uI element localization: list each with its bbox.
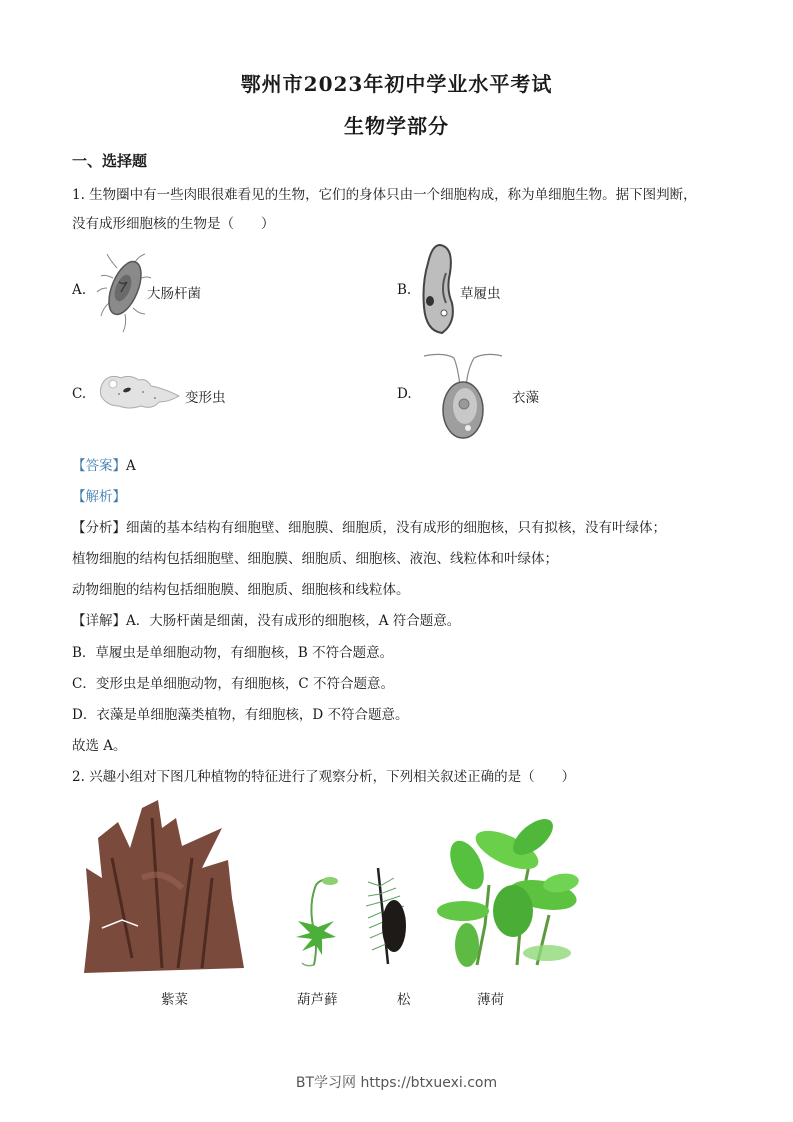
document-subtitle: 生物学部分 [344, 114, 449, 138]
laver-seaweed-image [82, 798, 247, 976]
document-title: 鄂州市2023年初中学业水平考试 [240, 72, 553, 96]
plant-caption-mint: 薄荷 [477, 992, 504, 1008]
moss-image [292, 875, 342, 970]
option-c-letter: C. [72, 386, 87, 402]
plant-caption-pine: 松 [397, 992, 411, 1008]
analysis-line: 植物细胞的结构包括细胞壁、细胞膜、细胞质、细胞核、液泡、线粒体和叶绿体； [72, 551, 558, 567]
option-b-name: 草履虫 [460, 286, 501, 302]
chlamydomonas-image [420, 348, 506, 440]
option-a-letter: A. [72, 282, 87, 298]
analysis-line: C．变形虫是单细胞动物，有细胞核，C 不符合题意。 [72, 676, 394, 692]
option-b-letter: B. [397, 282, 412, 298]
analysis-line: 【分析】细菌的基本结构有细胞壁、细胞膜、细胞质，没有成形的细胞核，只有拟核，没有叶绿体； [72, 520, 666, 536]
answer-tag: 【答案】 [72, 458, 126, 474]
question1-stem-line2: 没有成形细胞核的生物是（ ） [72, 216, 275, 232]
question1-stem-line1: 1. 生物圈中有一些肉眼很难看见的生物，它们的身体只由一个细胞构成，称为单细胞生物。据下图判断， [72, 187, 697, 203]
amoeba-image [97, 372, 183, 412]
analysis-line: B．草履虫是单细胞动物，有细胞核，B 不符合题意。 [72, 645, 394, 661]
e-coli-bacterium-image [95, 248, 155, 333]
option-d-letter: D. [397, 386, 412, 402]
analysis-line: D．衣藻是单细胞藻类植物，有细胞核，D 不符合题意。 [72, 707, 409, 723]
answer-line [72, 454, 136, 474]
analysis-tag: 【解析】 [72, 489, 126, 505]
answer-value: A [126, 458, 136, 474]
mint-plant-image [437, 815, 585, 970]
paramecium-image [420, 243, 460, 335]
option-d-name: 衣藻 [512, 390, 539, 406]
analysis-line: 【详解】A．大肠杆菌是细菌，没有成形的细胞核，A 符合题意。 [72, 613, 461, 629]
footer-watermark: BT学习网 https://btxuexi.com [295, 1075, 498, 1091]
option-a-name: 大肠杆菌 [147, 286, 201, 302]
question2-stem: 2. 兴趣小组对下图几种植物的特征进行了观察分析，下列相关叙述正确的是（ ） [72, 769, 576, 785]
option-c-name: 变形虫 [185, 390, 226, 406]
section-heading: 一、选择题 [72, 152, 148, 170]
plant-caption-laver: 紫菜 [161, 992, 188, 1008]
pine-branch-image [366, 866, 414, 966]
plant-caption-moss: 葫芦藓 [297, 992, 338, 1008]
analysis-line: 动物细胞的结构包括细胞膜、细胞质、细胞核和线粒体。 [72, 582, 410, 598]
conclusion-line: 故选 A。 [72, 738, 127, 754]
